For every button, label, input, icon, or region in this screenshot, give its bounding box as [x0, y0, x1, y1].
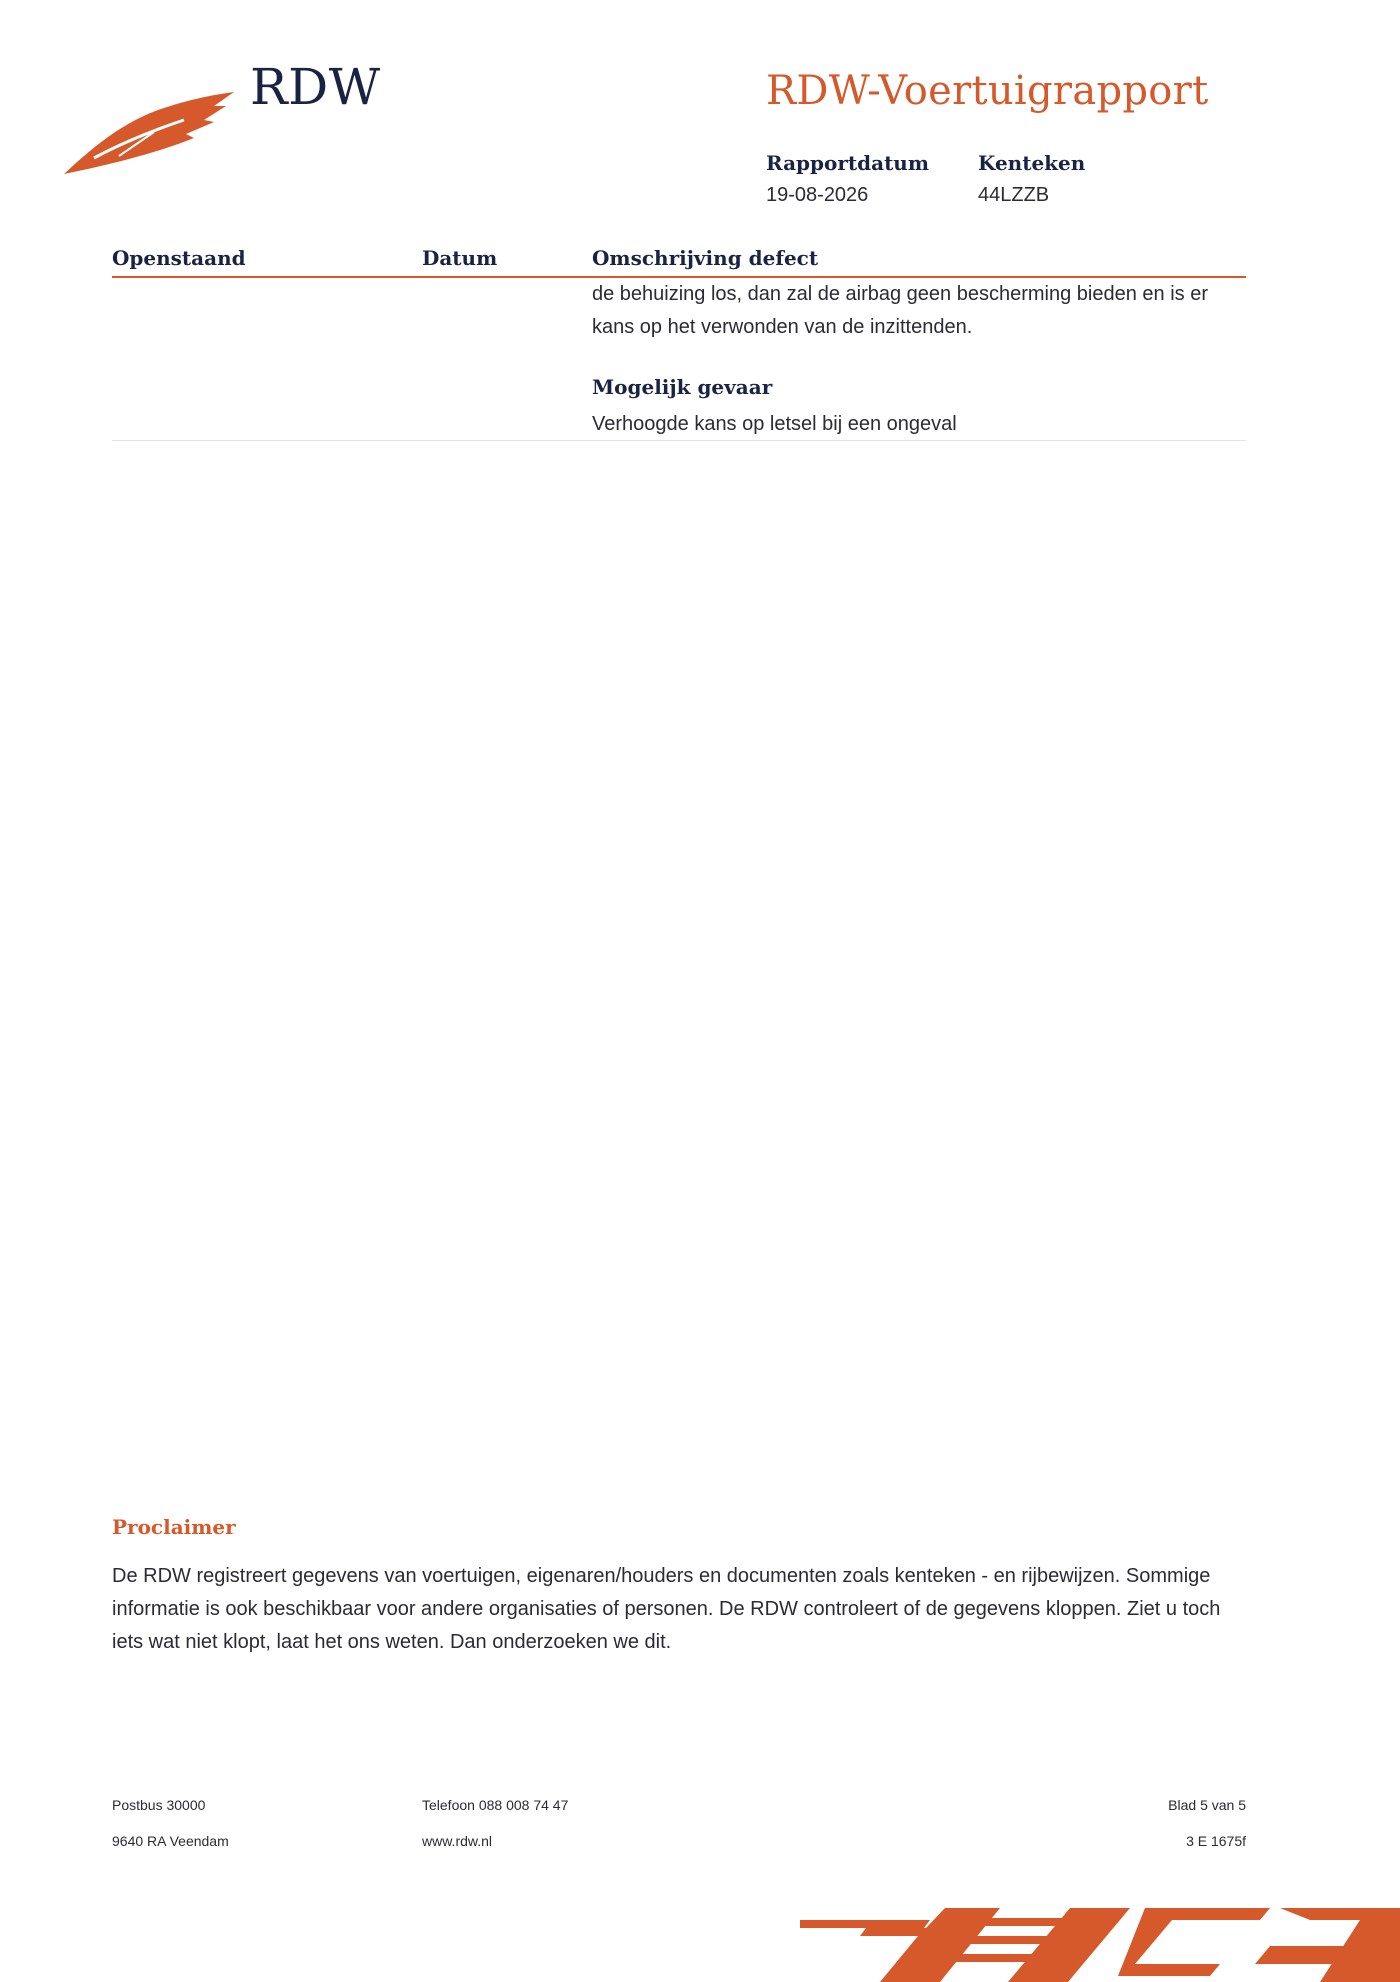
footer-phone: Telefoon 088 008 74 47	[422, 1797, 569, 1813]
logo-text: RDW	[250, 58, 381, 116]
stripes-decoration-icon	[800, 1906, 1400, 1982]
footer-postbus: Postbus 30000	[112, 1797, 206, 1813]
danger-text: Verhoogde kans op letsel bij een ongeval	[592, 413, 957, 435]
rdw-feather-icon	[64, 86, 234, 178]
footer-website: www.rdw.nl	[422, 1833, 493, 1849]
table-row-divider	[112, 440, 1246, 441]
defect-description: de behuizing los, dan zal de airbag geen bescherming bieden en is er kans op het verwonden van de inzittenden.	[592, 283, 1208, 338]
danger-label: Mogelijk gevaar	[592, 375, 773, 399]
plate-value: 44LZZB	[978, 184, 1050, 206]
column-header-openstaand: Openstaand	[112, 246, 246, 270]
proclaimer-text: De RDW registreert gegevens van voertuigen, eigenaren/houders en documenten zoals kenteken - en rijbewijzen. Sommige informatie is ook beschikbaar voor andere organisaties of personen. De RDW controleert of de gegevens kloppen. Ziet u toch iets wat niet klopt, laat het ons weten. Dan onderzoeken we dit.	[112, 1565, 1221, 1653]
column-header-datum: Datum	[422, 246, 498, 270]
report-date-label: Rapportdatum	[766, 151, 930, 175]
proclaimer-title: Proclaimer	[112, 1515, 236, 1539]
report-date-value: 19-08-2026	[766, 184, 869, 206]
plate-label: Kenteken	[978, 151, 1086, 175]
footer-code: 3 E 1675f	[1186, 1833, 1246, 1849]
report-title: RDW-Voertuigrapport	[766, 68, 1209, 114]
footer-city: 9640 RA Veendam	[112, 1833, 229, 1849]
footer-page-number: Blad 5 van 5	[1168, 1797, 1246, 1813]
column-header-omschrijving: Omschrijving defect	[592, 246, 819, 270]
